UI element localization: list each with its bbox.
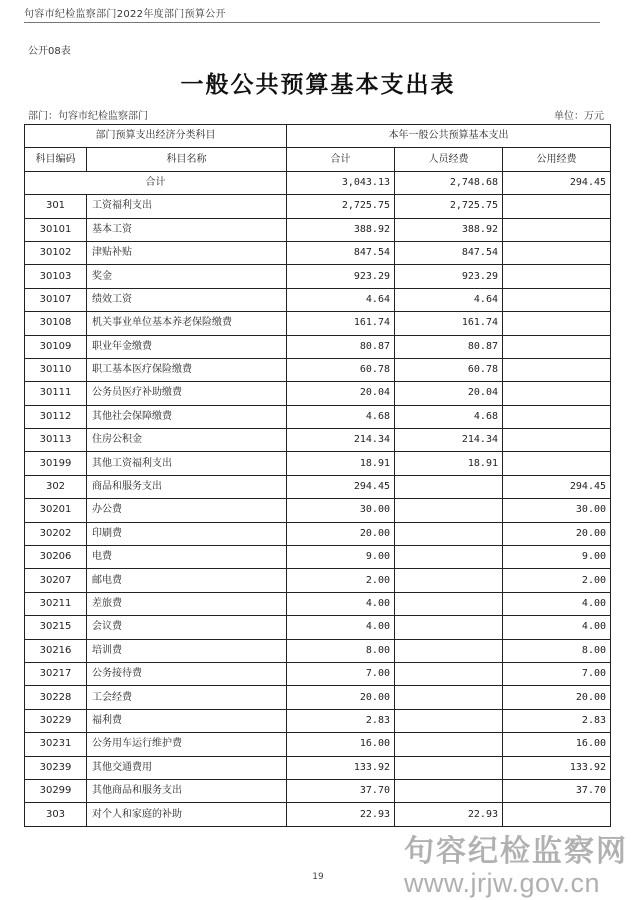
row-name: 福利费 bbox=[87, 709, 287, 732]
row-personnel: 388.92 bbox=[395, 218, 503, 241]
row-personnel bbox=[395, 546, 503, 569]
row-public: 294.45 bbox=[503, 475, 611, 498]
row-code: 30103 bbox=[25, 265, 87, 288]
row-total: 4.64 bbox=[287, 288, 395, 311]
row-public bbox=[503, 265, 611, 288]
page-number: 19 bbox=[312, 872, 324, 882]
row-personnel: 161.74 bbox=[395, 312, 503, 335]
row-name: 其他工资福利支出 bbox=[87, 452, 287, 475]
row-name: 会议费 bbox=[87, 616, 287, 639]
row-public bbox=[503, 803, 611, 826]
row-total: 22.93 bbox=[287, 803, 395, 826]
row-personnel bbox=[395, 733, 503, 756]
row-personnel bbox=[395, 616, 503, 639]
row-total: 80.87 bbox=[287, 335, 395, 358]
row-name: 津贴补贴 bbox=[87, 241, 287, 264]
table-row bbox=[25, 733, 611, 756]
row-personnel bbox=[395, 569, 503, 592]
unit-label: 单位：万元 bbox=[554, 111, 604, 122]
row-public bbox=[503, 429, 611, 452]
summary-total: 3,043.13 bbox=[287, 171, 395, 194]
row-name: 住房公积金 bbox=[87, 429, 287, 452]
row-personnel: 80.87 bbox=[395, 335, 503, 358]
row-code: 302 bbox=[25, 475, 87, 498]
row-code: 30199 bbox=[25, 452, 87, 475]
row-code: 303 bbox=[25, 803, 87, 826]
table-row bbox=[25, 592, 611, 615]
row-personnel bbox=[395, 475, 503, 498]
column-header-public: 公用经费 bbox=[503, 148, 611, 171]
row-personnel: 60.78 bbox=[395, 358, 503, 381]
row-public bbox=[503, 382, 611, 405]
row-public: 133.92 bbox=[503, 756, 611, 779]
row-code: 30215 bbox=[25, 616, 87, 639]
row-public bbox=[503, 218, 611, 241]
table-row bbox=[25, 616, 611, 639]
row-personnel: 4.64 bbox=[395, 288, 503, 311]
row-personnel: 214.34 bbox=[395, 429, 503, 452]
header-row-columns bbox=[25, 148, 611, 171]
row-personnel bbox=[395, 662, 503, 685]
row-personnel: 22.93 bbox=[395, 803, 503, 826]
row-public: 20.00 bbox=[503, 686, 611, 709]
row-personnel bbox=[395, 639, 503, 662]
column-group-basic-expenditure: 本年一般公共预算基本支出 bbox=[287, 125, 611, 148]
row-code: 30231 bbox=[25, 733, 87, 756]
row-personnel: 18.91 bbox=[395, 452, 503, 475]
table-row bbox=[25, 662, 611, 685]
row-public: 16.00 bbox=[503, 733, 611, 756]
row-code: 30206 bbox=[25, 546, 87, 569]
table-row bbox=[25, 522, 611, 545]
row-public: 2.00 bbox=[503, 569, 611, 592]
row-total: 388.92 bbox=[287, 218, 395, 241]
row-public: 30.00 bbox=[503, 499, 611, 522]
table-row bbox=[25, 335, 611, 358]
table-row bbox=[25, 312, 611, 335]
row-code: 30207 bbox=[25, 569, 87, 592]
row-total: 133.92 bbox=[287, 756, 395, 779]
row-code: 30201 bbox=[25, 499, 87, 522]
row-total: 2.83 bbox=[287, 709, 395, 732]
table-row bbox=[25, 546, 611, 569]
row-total: 30.00 bbox=[287, 499, 395, 522]
row-code: 30239 bbox=[25, 756, 87, 779]
watermark-url: www.jrjw.gov.cn bbox=[404, 868, 601, 898]
table-row bbox=[25, 475, 611, 498]
row-total: 20.04 bbox=[287, 382, 395, 405]
table-row bbox=[25, 265, 611, 288]
row-personnel bbox=[395, 592, 503, 615]
row-code: 30202 bbox=[25, 522, 87, 545]
row-code: 30108 bbox=[25, 312, 87, 335]
row-code: 30229 bbox=[25, 709, 87, 732]
row-code: 30216 bbox=[25, 639, 87, 662]
column-group-economic: 部门预算支出经济分类科目 bbox=[25, 125, 287, 148]
row-personnel bbox=[395, 779, 503, 802]
row-total: 60.78 bbox=[287, 358, 395, 381]
row-total: 16.00 bbox=[287, 733, 395, 756]
table-row bbox=[25, 382, 611, 405]
row-total: 8.00 bbox=[287, 639, 395, 662]
row-public: 7.00 bbox=[503, 662, 611, 685]
page-title: 一般公共预算基本支出表 bbox=[180, 71, 456, 98]
row-personnel: 4.68 bbox=[395, 405, 503, 428]
department-label: 部门：句容市纪检监察部门 bbox=[28, 111, 148, 122]
row-public: 4.00 bbox=[503, 592, 611, 615]
row-personnel: 2,725.75 bbox=[395, 195, 503, 218]
row-public bbox=[503, 405, 611, 428]
summary-row bbox=[25, 171, 611, 194]
row-public: 4.00 bbox=[503, 616, 611, 639]
row-name: 公务用车运行维护费 bbox=[87, 733, 287, 756]
watermark-name: 句容纪检监察网 bbox=[404, 835, 628, 868]
table-row bbox=[25, 803, 611, 826]
table-row bbox=[25, 709, 611, 732]
table-row bbox=[25, 241, 611, 264]
row-name: 职业年金缴费 bbox=[87, 335, 287, 358]
row-total: 214.34 bbox=[287, 429, 395, 452]
row-name: 商品和服务支出 bbox=[87, 475, 287, 498]
row-total: 4.00 bbox=[287, 592, 395, 615]
row-name: 电费 bbox=[87, 546, 287, 569]
row-name: 办公费 bbox=[87, 499, 287, 522]
row-personnel bbox=[395, 756, 503, 779]
row-public: 37.70 bbox=[503, 779, 611, 802]
column-header-total: 合计 bbox=[287, 148, 395, 171]
row-public bbox=[503, 241, 611, 264]
budget-table bbox=[24, 124, 611, 827]
table-row bbox=[25, 195, 611, 218]
row-personnel: 20.04 bbox=[395, 382, 503, 405]
row-name: 奖金 bbox=[87, 265, 287, 288]
row-name: 职工基本医疗保险缴费 bbox=[87, 358, 287, 381]
header-rule bbox=[24, 22, 600, 23]
row-code: 30102 bbox=[25, 241, 87, 264]
table-row bbox=[25, 405, 611, 428]
row-name: 绩效工资 bbox=[87, 288, 287, 311]
row-code: 30109 bbox=[25, 335, 87, 358]
row-name: 其他社会保障缴费 bbox=[87, 405, 287, 428]
row-code: 30113 bbox=[25, 429, 87, 452]
row-personnel bbox=[395, 499, 503, 522]
row-public bbox=[503, 312, 611, 335]
row-code: 301 bbox=[25, 195, 87, 218]
row-code: 30217 bbox=[25, 662, 87, 685]
row-total: 20.00 bbox=[287, 686, 395, 709]
row-total: 9.00 bbox=[287, 546, 395, 569]
row-total: 2.00 bbox=[287, 569, 395, 592]
row-public: 8.00 bbox=[503, 639, 611, 662]
row-public: 2.83 bbox=[503, 709, 611, 732]
row-total: 294.45 bbox=[287, 475, 395, 498]
row-personnel: 923.29 bbox=[395, 265, 503, 288]
row-personnel bbox=[395, 522, 503, 545]
row-code: 30101 bbox=[25, 218, 87, 241]
row-public bbox=[503, 288, 611, 311]
row-code: 30112 bbox=[25, 405, 87, 428]
summary-public: 294.45 bbox=[503, 171, 611, 194]
table-number: 公开08表 bbox=[28, 46, 71, 57]
row-total: 2,725.75 bbox=[287, 195, 395, 218]
row-public bbox=[503, 195, 611, 218]
row-public bbox=[503, 358, 611, 381]
header-row-group bbox=[25, 125, 611, 148]
summary-personnel: 2,748.68 bbox=[395, 171, 503, 194]
row-code: 30299 bbox=[25, 779, 87, 802]
row-code: 30228 bbox=[25, 686, 87, 709]
row-personnel bbox=[395, 686, 503, 709]
row-name: 培训费 bbox=[87, 639, 287, 662]
row-public bbox=[503, 335, 611, 358]
table-row bbox=[25, 499, 611, 522]
row-public: 9.00 bbox=[503, 546, 611, 569]
table-row bbox=[25, 639, 611, 662]
table-row bbox=[25, 429, 611, 452]
table-row bbox=[25, 569, 611, 592]
row-personnel: 847.54 bbox=[395, 241, 503, 264]
row-code: 30111 bbox=[25, 382, 87, 405]
row-name: 邮电费 bbox=[87, 569, 287, 592]
table-row bbox=[25, 779, 611, 802]
row-total: 847.54 bbox=[287, 241, 395, 264]
row-name: 其他商品和服务支出 bbox=[87, 779, 287, 802]
row-name: 印刷费 bbox=[87, 522, 287, 545]
row-code: 30107 bbox=[25, 288, 87, 311]
row-total: 18.91 bbox=[287, 452, 395, 475]
table-row bbox=[25, 686, 611, 709]
row-code: 30211 bbox=[25, 592, 87, 615]
row-code: 30110 bbox=[25, 358, 87, 381]
row-public: 20.00 bbox=[503, 522, 611, 545]
row-name: 公务接待费 bbox=[87, 662, 287, 685]
column-header-personnel: 人员经费 bbox=[395, 148, 503, 171]
row-name: 工资福利支出 bbox=[87, 195, 287, 218]
row-total: 20.00 bbox=[287, 522, 395, 545]
table-row bbox=[25, 218, 611, 241]
row-name: 公务员医疗补助缴费 bbox=[87, 382, 287, 405]
watermark bbox=[404, 826, 628, 899]
row-total: 7.00 bbox=[287, 662, 395, 685]
row-name: 工会经费 bbox=[87, 686, 287, 709]
row-personnel bbox=[395, 709, 503, 732]
summary-label: 合计 bbox=[25, 171, 287, 194]
table-row bbox=[25, 358, 611, 381]
column-header-code: 科目编码 bbox=[25, 148, 87, 171]
row-name: 其他交通费用 bbox=[87, 756, 287, 779]
row-name: 基本工资 bbox=[87, 218, 287, 241]
document-header: 句容市纪检监察部门2022年度部门预算公开 bbox=[24, 9, 226, 20]
table-row bbox=[25, 756, 611, 779]
column-header-name: 科目名称 bbox=[87, 148, 287, 171]
row-name: 对个人和家庭的补助 bbox=[87, 803, 287, 826]
row-total: 923.29 bbox=[287, 265, 395, 288]
row-public bbox=[503, 452, 611, 475]
row-total: 161.74 bbox=[287, 312, 395, 335]
row-total: 4.68 bbox=[287, 405, 395, 428]
row-total: 4.00 bbox=[287, 616, 395, 639]
row-name: 差旅费 bbox=[87, 592, 287, 615]
table-row bbox=[25, 288, 611, 311]
row-name: 机关事业单位基本养老保险缴费 bbox=[87, 312, 287, 335]
row-total: 37.70 bbox=[287, 779, 395, 802]
table-row bbox=[25, 452, 611, 475]
